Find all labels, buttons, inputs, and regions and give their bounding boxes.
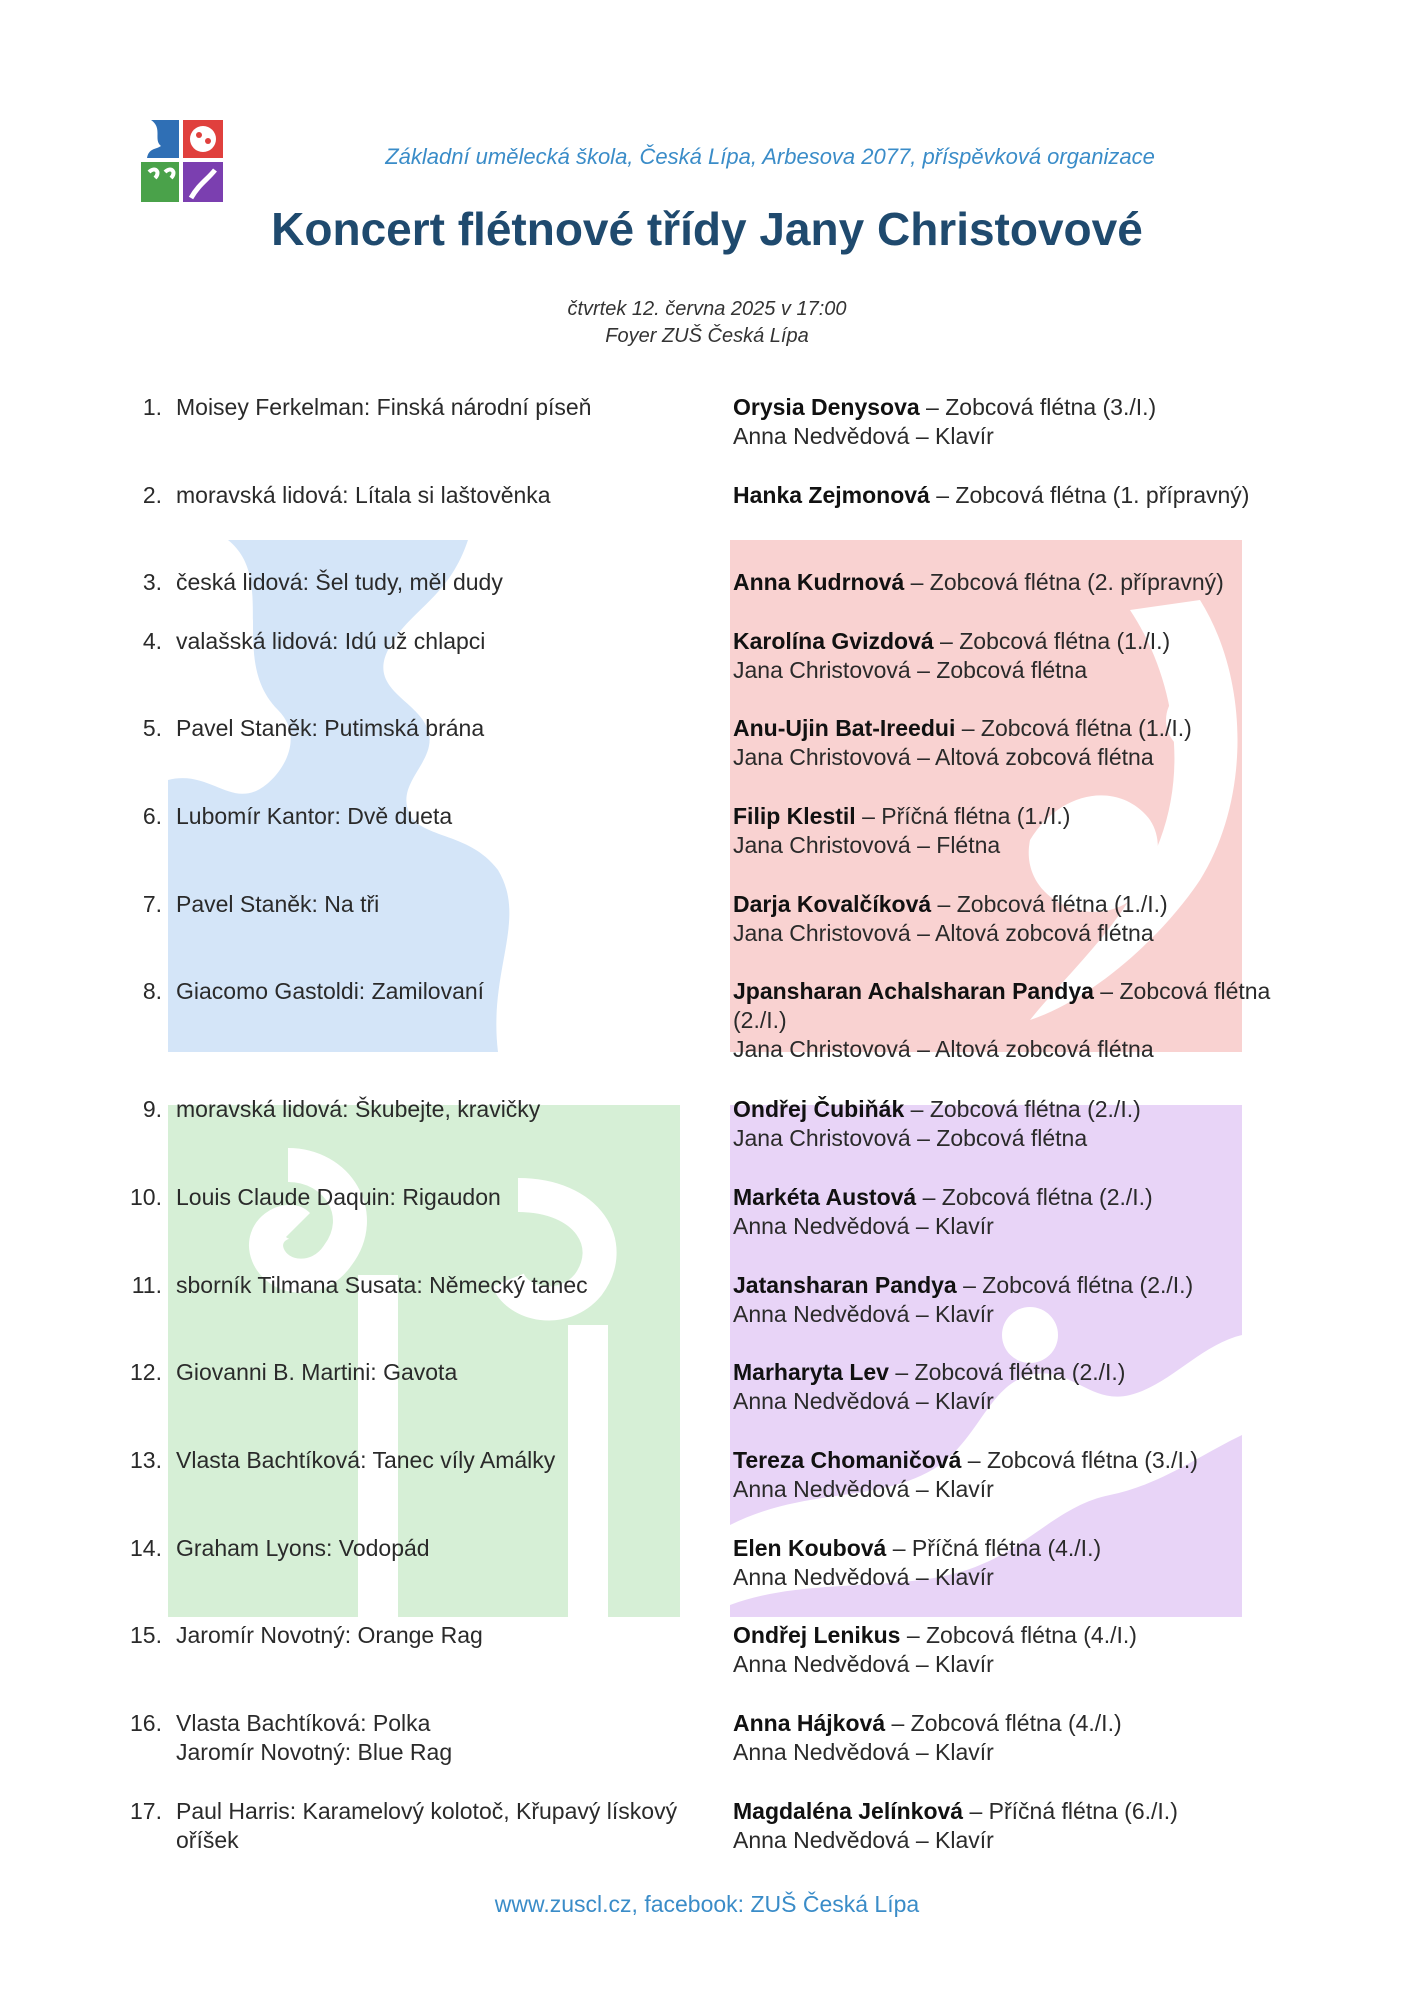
footer-links[interactable]: www.zuscl.cz, facebook: ZUŠ Česká Lípa: [494, 1891, 920, 1917]
performer-instrument: – Zobcová flétna (2./I.): [888, 1359, 1126, 1385]
piece-line: česká lidová: Šel tudy, měl dudy: [176, 569, 503, 595]
piece-line: Jaromír Novotný: Orange Rag: [176, 1622, 483, 1648]
performer-name: Karolína Gvizdová: [733, 628, 934, 654]
program-piece: [176, 802, 696, 831]
performer-instrument: Anna Nedvědová – Klavír: [733, 1564, 994, 1590]
performer-name: Ondřej Lenikus: [733, 1622, 901, 1648]
performer-instrument: Anna Nedvědová – Klavír: [733, 1301, 994, 1327]
performer-name: Elen Koubová: [733, 1535, 887, 1561]
performer-line: [733, 422, 1293, 451]
performer-instrument: – Zobcová flétna (4./I.): [900, 1622, 1137, 1648]
performer-line: [733, 977, 1293, 1035]
performer-name: Orysia Denysova: [733, 394, 920, 420]
piece-line: Pavel Staněk: Putimská brána: [176, 715, 485, 741]
program-performers: [733, 1358, 1293, 1416]
performer-name: Anna Hájková: [733, 1710, 886, 1736]
program-performers: [733, 393, 1293, 451]
piece-line: valašská lidová: Idú už chlapci: [176, 628, 486, 654]
performer-instrument: Anna Nedvědová – Klavír: [733, 1651, 994, 1677]
program-number: 5.: [142, 715, 162, 741]
performer-instrument: Anna Nedvědová – Klavír: [733, 1827, 994, 1853]
piece-line: Jaromír Novotný: Blue Rag: [176, 1739, 453, 1765]
piece-line: Vlasta Bachtíková: Tanec víly Amálky: [176, 1447, 556, 1473]
performer-line: [733, 1446, 1293, 1475]
event-venue: Foyer ZUŠ Česká Lípa: [605, 325, 809, 347]
palette-icon: [730, 540, 1242, 1052]
piece-line: Graham Lyons: Vodopád: [176, 1535, 430, 1561]
performer-name: Hanka Zejmonová: [733, 482, 930, 508]
performer-instrument: Anna Nedvědová – Klavír: [733, 1388, 994, 1414]
piece-line: Giacomo Gastoldi: Zamilovaní: [176, 978, 485, 1004]
performer-instrument: – Zobcová flétna (2. přípravný): [904, 569, 1224, 595]
performer-name: Ondřej Čubiňák: [733, 1096, 905, 1122]
piece-line: moravská lidová: Škubejte, kravičky: [176, 1096, 541, 1122]
performer-line: [733, 1271, 1293, 1300]
performer-line: [733, 568, 1293, 597]
program-performers: [733, 627, 1293, 685]
program-number: 13.: [130, 1447, 162, 1473]
program-piece: [176, 890, 696, 919]
performer-line: [733, 656, 1293, 685]
performer-line: [733, 1095, 1293, 1124]
performer-instrument: – Zobcová flétna (1. přípravný): [929, 482, 1250, 508]
piece-line: Paul Harris: Karamelový kolotoč, Křupavý lískový oříšek: [176, 1798, 678, 1853]
program-performers: [733, 481, 1293, 510]
program-number: 17.: [130, 1798, 162, 1824]
program-performers: [733, 1534, 1293, 1592]
performer-line: [733, 481, 1293, 510]
program-performers: [733, 714, 1293, 772]
program-performers: [733, 1709, 1293, 1767]
program-piece: [176, 1358, 696, 1387]
performer-line: [733, 1563, 1293, 1592]
performer-line: [733, 802, 1293, 831]
performer-line: [733, 1709, 1293, 1738]
performer-instrument: Jana Christovová – Flétna: [733, 832, 1001, 858]
performer-instrument: – Zobcová flétna (3./I.): [919, 394, 1157, 420]
program-number: 14.: [130, 1535, 162, 1561]
school-name: Základní umělecká škola, Česká Lípa, Arbesova 2077, příspěvková organizace: [385, 144, 1155, 169]
performer-name: Magdaléna Jelínková: [733, 1798, 964, 1824]
performer-line: [733, 1475, 1293, 1504]
performer-line: [733, 1826, 1293, 1855]
performer-line: [733, 890, 1293, 919]
program-piece: [176, 1621, 696, 1650]
performer-instrument: Jana Christovová – Zobcová flétna: [733, 1125, 1088, 1151]
program-number: 4.: [142, 628, 162, 654]
performer-name: Marharyta Lev: [733, 1359, 889, 1385]
program-number: 11.: [131, 1272, 162, 1298]
piece-line: Pavel Staněk: Na tři: [176, 891, 380, 917]
program-number: 3.: [142, 569, 162, 595]
performer-instrument: Jana Christovová – Altová zobcová flétna: [733, 1036, 1154, 1062]
performer-line: [733, 1738, 1293, 1767]
program-piece: [176, 1709, 696, 1767]
performer-instrument: Anna Nedvědová – Klavír: [733, 1213, 994, 1239]
performer-line: [733, 831, 1293, 860]
program-performers: [733, 890, 1293, 948]
performer-name: Anna Kudrnová: [733, 569, 905, 595]
program-performers: [733, 1271, 1293, 1329]
program-number: 10.: [130, 1184, 162, 1210]
program-piece: [176, 714, 696, 743]
program-performers: [733, 802, 1293, 860]
performer-instrument: – Zobcová flétna (4./I.): [885, 1710, 1122, 1736]
program-number: 9.: [142, 1096, 162, 1122]
performer-line: [733, 393, 1293, 422]
performer-line: [733, 1621, 1293, 1650]
program-piece: [176, 481, 696, 510]
piece-line: Moisey Ferkelman: Finská národní píseň: [176, 394, 592, 420]
piece-line: Giovanni B. Martini: Gavota: [176, 1359, 458, 1385]
program-piece: [176, 1271, 696, 1300]
program-piece: [176, 393, 696, 422]
performer-instrument: – Příčná flétna (4./I.): [886, 1535, 1102, 1561]
program-piece: [176, 1797, 696, 1855]
performer-instrument: Jana Christovová – Altová zobcová flétna: [733, 920, 1154, 946]
performer-instrument: – Zobcová flétna (2./I.): [733, 978, 1271, 1033]
performer-name: Anu-Ujin Bat-Ireedui: [733, 715, 956, 741]
program-piece: [176, 1183, 696, 1212]
performer-instrument: – Příčná flétna (1./I.): [855, 803, 1071, 829]
performer-instrument: – Zobcová flétna (2./I.): [904, 1096, 1141, 1122]
program-piece: [176, 1095, 696, 1124]
school-logo: [141, 120, 223, 202]
performer-instrument: – Zobcová flétna (2./I.): [916, 1184, 1153, 1210]
performer-instrument: Anna Nedvědová – Klavír: [733, 1739, 994, 1765]
piece-line: Vlasta Bachtíková: Polka: [176, 1710, 431, 1736]
performer-line: [733, 743, 1293, 772]
program-piece: [176, 1534, 696, 1563]
performer-line: [733, 1534, 1293, 1563]
program-number: 1.: [142, 394, 162, 420]
event-date: čtvrtek 12. června 2025 v 17:00: [567, 298, 847, 320]
program-number: 2.: [142, 482, 162, 508]
program-performers: [733, 977, 1293, 1064]
program-number: 16.: [130, 1710, 162, 1736]
performer-line: [733, 714, 1293, 743]
performer-line: [733, 1358, 1293, 1387]
performer-instrument: Anna Nedvědová – Klavír: [733, 423, 994, 449]
event-meta: [400, 296, 1014, 350]
performer-line: [733, 1797, 1293, 1826]
performer-name: Jatansharan Pandya: [733, 1272, 957, 1298]
performer-line: [733, 1650, 1293, 1679]
piece-line: Louis Claude Daquin: Rigaudon: [176, 1184, 501, 1210]
program-piece: [176, 977, 696, 1006]
background-panel-blue: [168, 540, 680, 1052]
program-number: 8.: [142, 978, 162, 1004]
performer-instrument: – Zobcová flétna (1./I.): [933, 628, 1171, 654]
piece-line: sborník Tilmana Susata: Německý tanec: [176, 1272, 588, 1298]
performer-line: [733, 1183, 1293, 1212]
program-performers: [733, 1621, 1293, 1679]
background-panel-pink: [730, 540, 1242, 1052]
performer-line: [733, 1300, 1293, 1329]
performer-instrument: Anna Nedvědová – Klavír: [733, 1476, 994, 1502]
page-title: Koncert flétnové třídy Jany Christovové: [271, 203, 1143, 255]
program-performers: [733, 1446, 1293, 1504]
performer-line: [733, 1035, 1293, 1064]
program-piece: [176, 1446, 696, 1475]
program-number: 15.: [130, 1622, 162, 1648]
performer-instrument: Jana Christovová – Zobcová flétna: [733, 657, 1088, 683]
performer-line: [733, 919, 1293, 948]
program-performers: [733, 1183, 1293, 1241]
program-performers: [733, 1095, 1293, 1153]
performer-line: [733, 627, 1293, 656]
performer-instrument: – Zobcová flétna (3./I.): [961, 1447, 1198, 1473]
program-piece: [176, 568, 696, 597]
program-piece: [176, 627, 696, 656]
performer-name: Markéta Austová: [733, 1184, 917, 1210]
performer-name: Filip Klestil: [733, 803, 856, 829]
program-number: 6.: [142, 803, 162, 829]
program-performers: [733, 1797, 1293, 1855]
face-silhouette-icon: [168, 540, 680, 1052]
performer-instrument: – Zobcová flétna (2./I.): [956, 1272, 1194, 1298]
program-performers: [733, 568, 1293, 597]
performer-line: [733, 1387, 1293, 1416]
program-number: 7.: [142, 891, 162, 917]
performer-instrument: – Zobcová flétna (1./I.): [955, 715, 1192, 741]
performer-line: [733, 1212, 1293, 1241]
piece-line: Lubomír Kantor: Dvě dueta: [176, 803, 453, 829]
piece-line: moravská lidová: Lítala si laštověnka: [176, 482, 551, 508]
performer-instrument: Jana Christovová – Altová zobcová flétna: [733, 744, 1154, 770]
performer-name: Tereza Chomaničová: [733, 1447, 962, 1473]
performer-line: [733, 1124, 1293, 1153]
performer-name: Jpansharan Achalsharan Pandya: [733, 978, 1094, 1004]
program-number: 12.: [130, 1359, 162, 1385]
performer-instrument: – Zobcová flétna (1./I.): [931, 891, 1168, 917]
performer-instrument: – Příčná flétna (6./I.): [963, 1798, 1178, 1824]
performer-name: Darja Kovalčíková: [733, 891, 932, 917]
